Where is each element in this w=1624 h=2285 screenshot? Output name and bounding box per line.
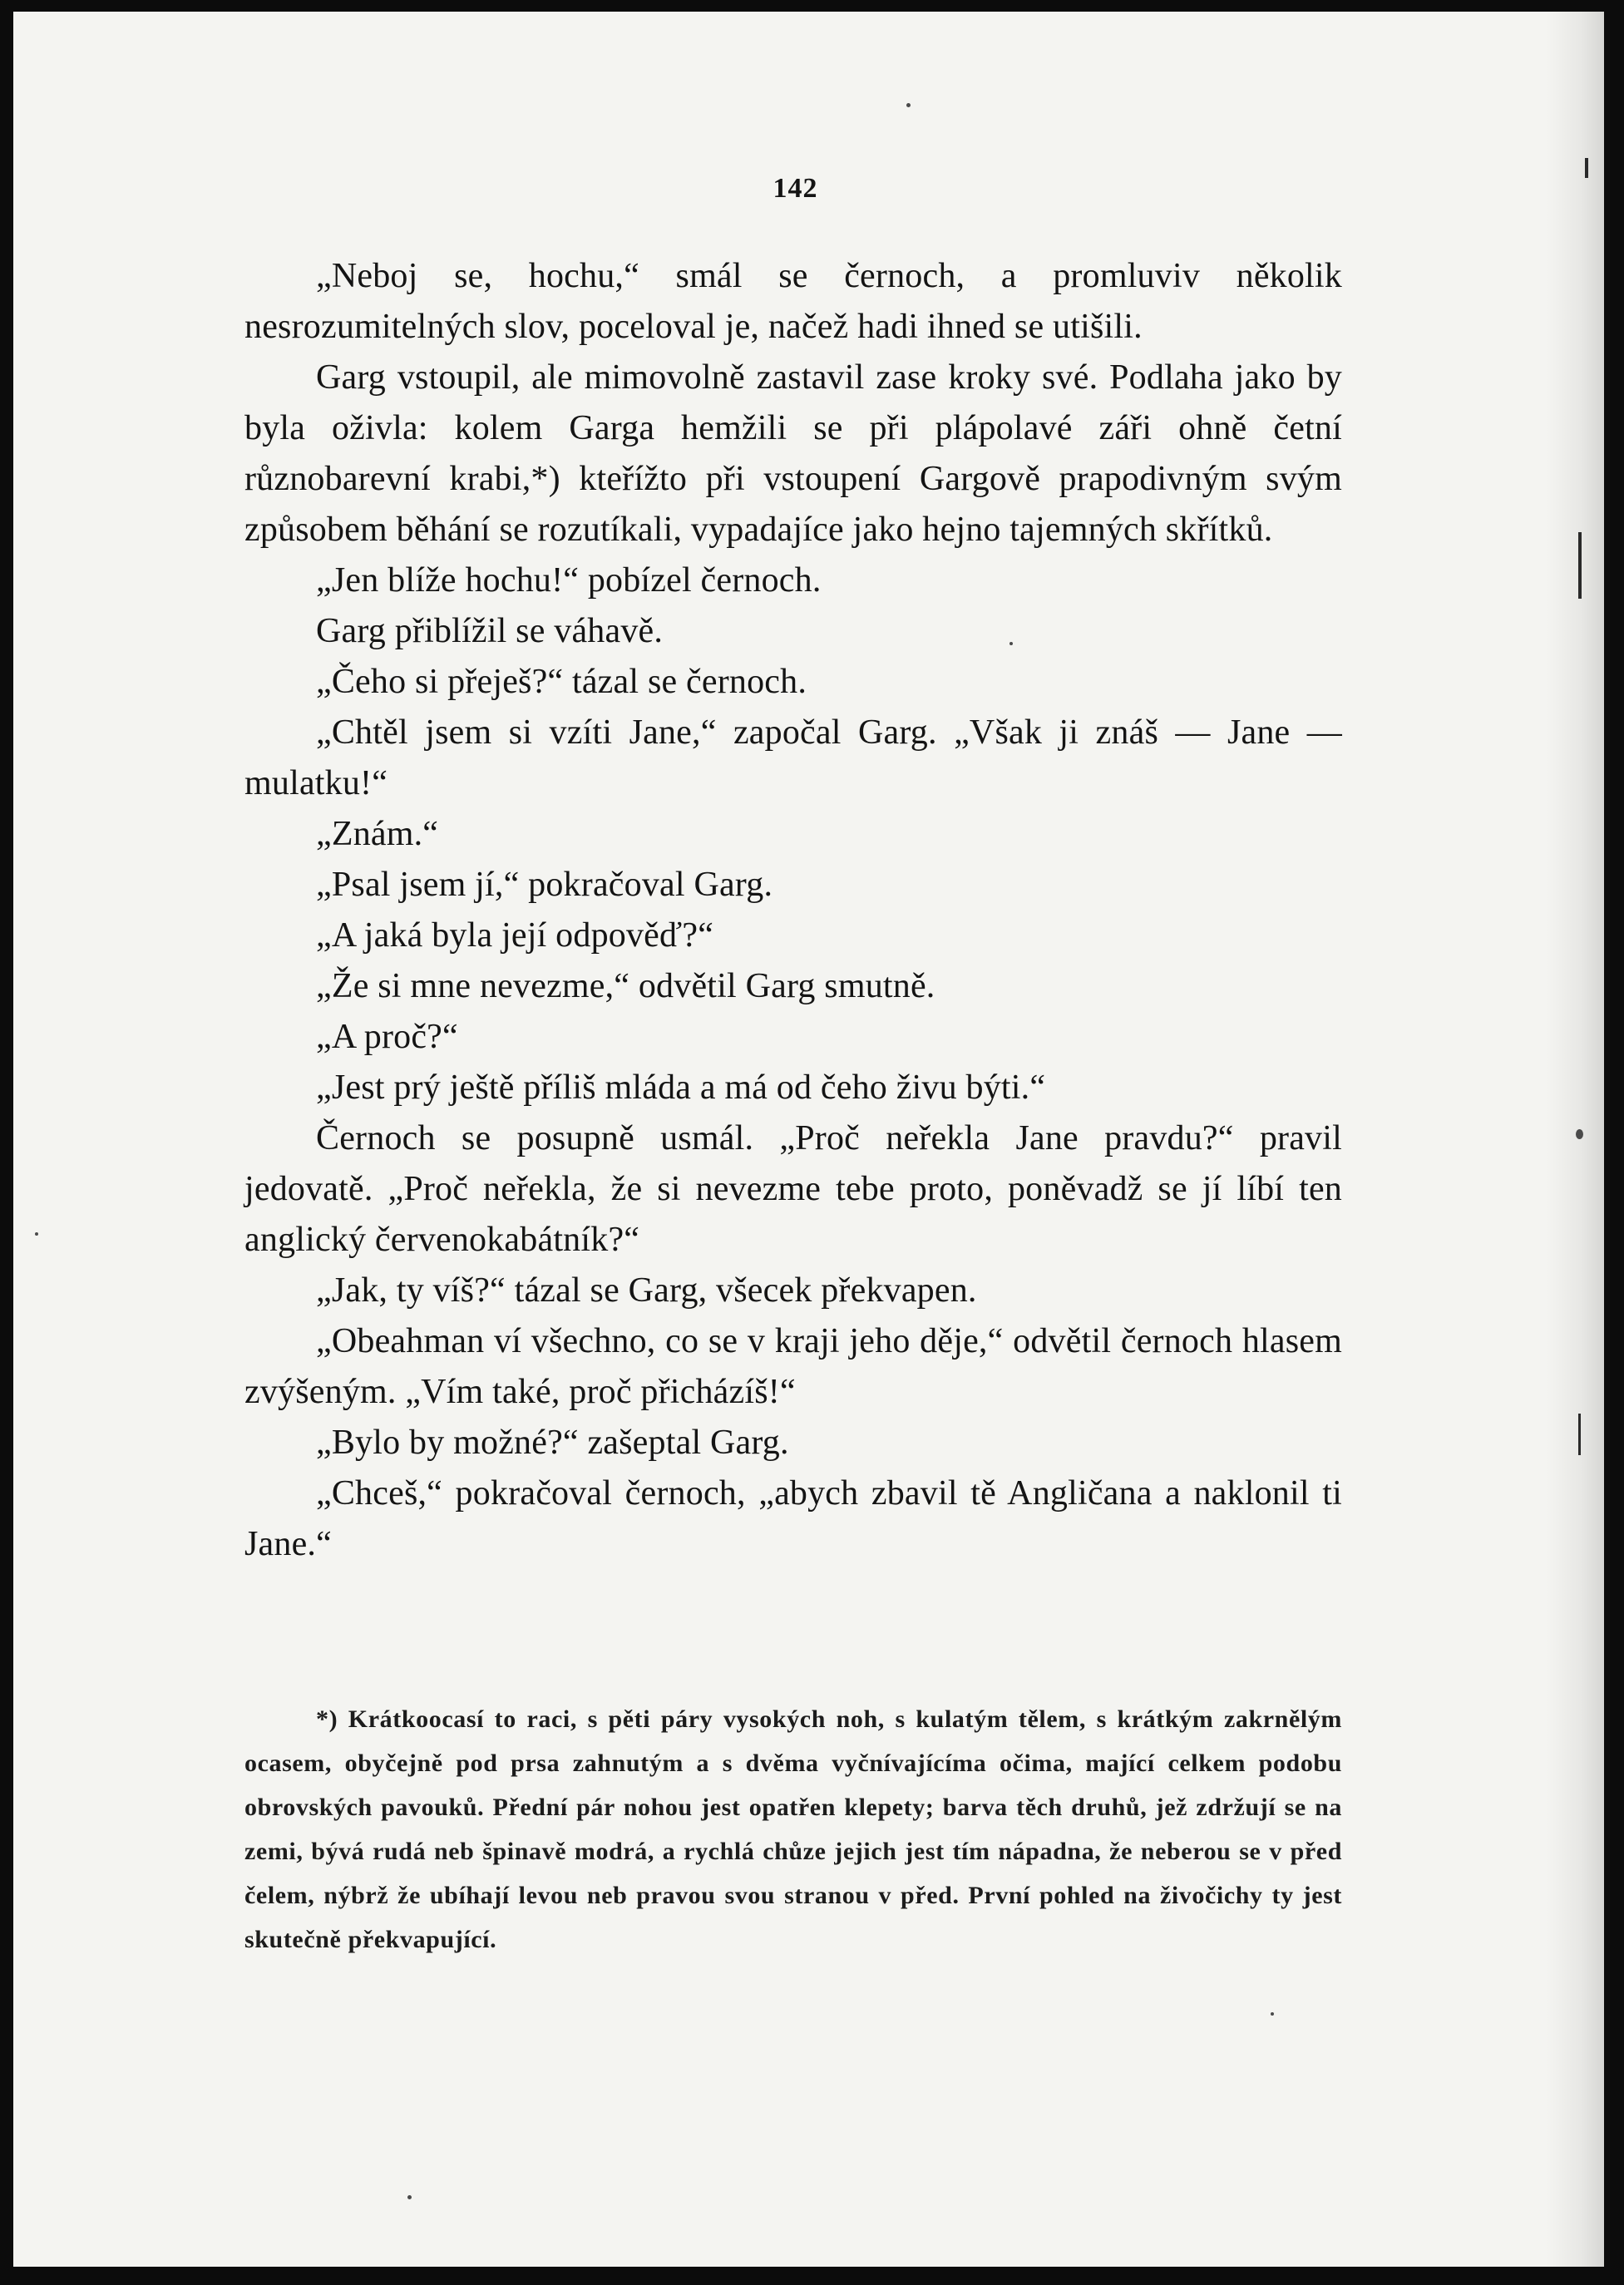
paragraph: „Psal jsem jí,“ pokračoval Garg. xyxy=(316,866,773,904)
paragraph: Černoch se posupně usmál. „Proč neřekla Jane pravdu?“ pravil jedovatě. „Proč neřekla, že si nevezme tebe proto, poněvadž se jí líbí ten anglický červenokabátník?“ xyxy=(244,1119,1342,1259)
paragraph: „Obeahman ví všechno, co se v kraji jeho děje,“ odvětil černoch hlasem zvýšeným. „Vím také, proč přicházíš!“ xyxy=(244,1322,1342,1411)
paragraph: „Znám.“ xyxy=(316,815,439,853)
scan-speck xyxy=(1271,2012,1274,2016)
scan-speck xyxy=(35,1232,38,1236)
scan-edge-mark xyxy=(1585,158,1588,178)
paragraph: „A proč?“ xyxy=(316,1018,458,1056)
paragraph: Garg přiblížil se váhavě. xyxy=(316,612,664,650)
paragraph: „Jest prý ještě příliš mláda a má od čeho živu býti.“ xyxy=(316,1068,1046,1107)
scan-speck xyxy=(1576,1129,1583,1139)
scan-speck xyxy=(1009,642,1013,645)
page-number: 142 xyxy=(773,173,818,204)
paragraph: „Že si mne nevezme,“ odvětil Garg smutně. xyxy=(316,967,935,1005)
paragraph: „Jak, ty víš?“ tázal se Garg, všecek překvapen. xyxy=(316,1271,977,1310)
paragraph: „A jaká byla její odpověď?“ xyxy=(316,916,714,955)
footnote xyxy=(244,1697,1342,1962)
scan-edge-mark xyxy=(1578,1414,1581,1455)
paragraph: „Jen blíže hochu!“ pobízel černoch. xyxy=(316,561,822,600)
main-text xyxy=(244,251,1342,1570)
paragraph: Garg vstoupil, ale mimovolně zastavil zase kroky své. Podlaha jako by byla oživla: kolem Garga hemžili se při plápolavé záři ohně četní různobarevní krabi,*) kteřížto při vstoupení Gargově prapodivným svým způsobem běhání se rozutíkali, vypadajíce jako hejno tajemných skřítků. xyxy=(244,358,1342,549)
scan-speck xyxy=(407,2195,412,2199)
scan-speck xyxy=(906,103,911,107)
page-edge-shadow xyxy=(1546,12,1604,2267)
paragraph: „Čeho si přeješ?“ tázal se černoch. xyxy=(316,663,807,701)
footnote-text: *) Krátkoocasí to raci, s pěti páry vysokých noh, s kulatým tělem, s krátkým zakrnělým ocasem, obyčejně pod prsa zahnutým a s dvěma vyčnívajícíma očima, mající celkem podobu obrovských pavouků. Přední pár nohou jest opatřen klepety; barva těch druhů, jež zdržují se na zemi, bývá rudá neb špinavě modrá, a rychlá chůze jejich jest tím nápadna, že neberou se v před čelem, nýbrž že ubíhají levou neb pravou svou stranou v před. První pohled na živočichy ty jest skutečně překvapující. xyxy=(244,1705,1342,1953)
paragraph: „Chtěl jsem si vzíti Jane,“ započal Garg. „Však ji znáš — Jane — mulatku!“ xyxy=(244,713,1342,802)
scan-edge-mark xyxy=(1578,532,1582,599)
paragraph: „Chceš,“ pokračoval černoch, „abych zbavil tě Angličana a naklonil ti Jane.“ xyxy=(244,1474,1342,1563)
paragraph: „Neboj se, hochu,“ smál se černoch, a promluviv několik nesrozumitelných slov, poceloval je, načež hadi ihned se utišili. xyxy=(244,257,1342,346)
paragraph: „Bylo by možné?“ zašeptal Garg. xyxy=(316,1424,789,1462)
